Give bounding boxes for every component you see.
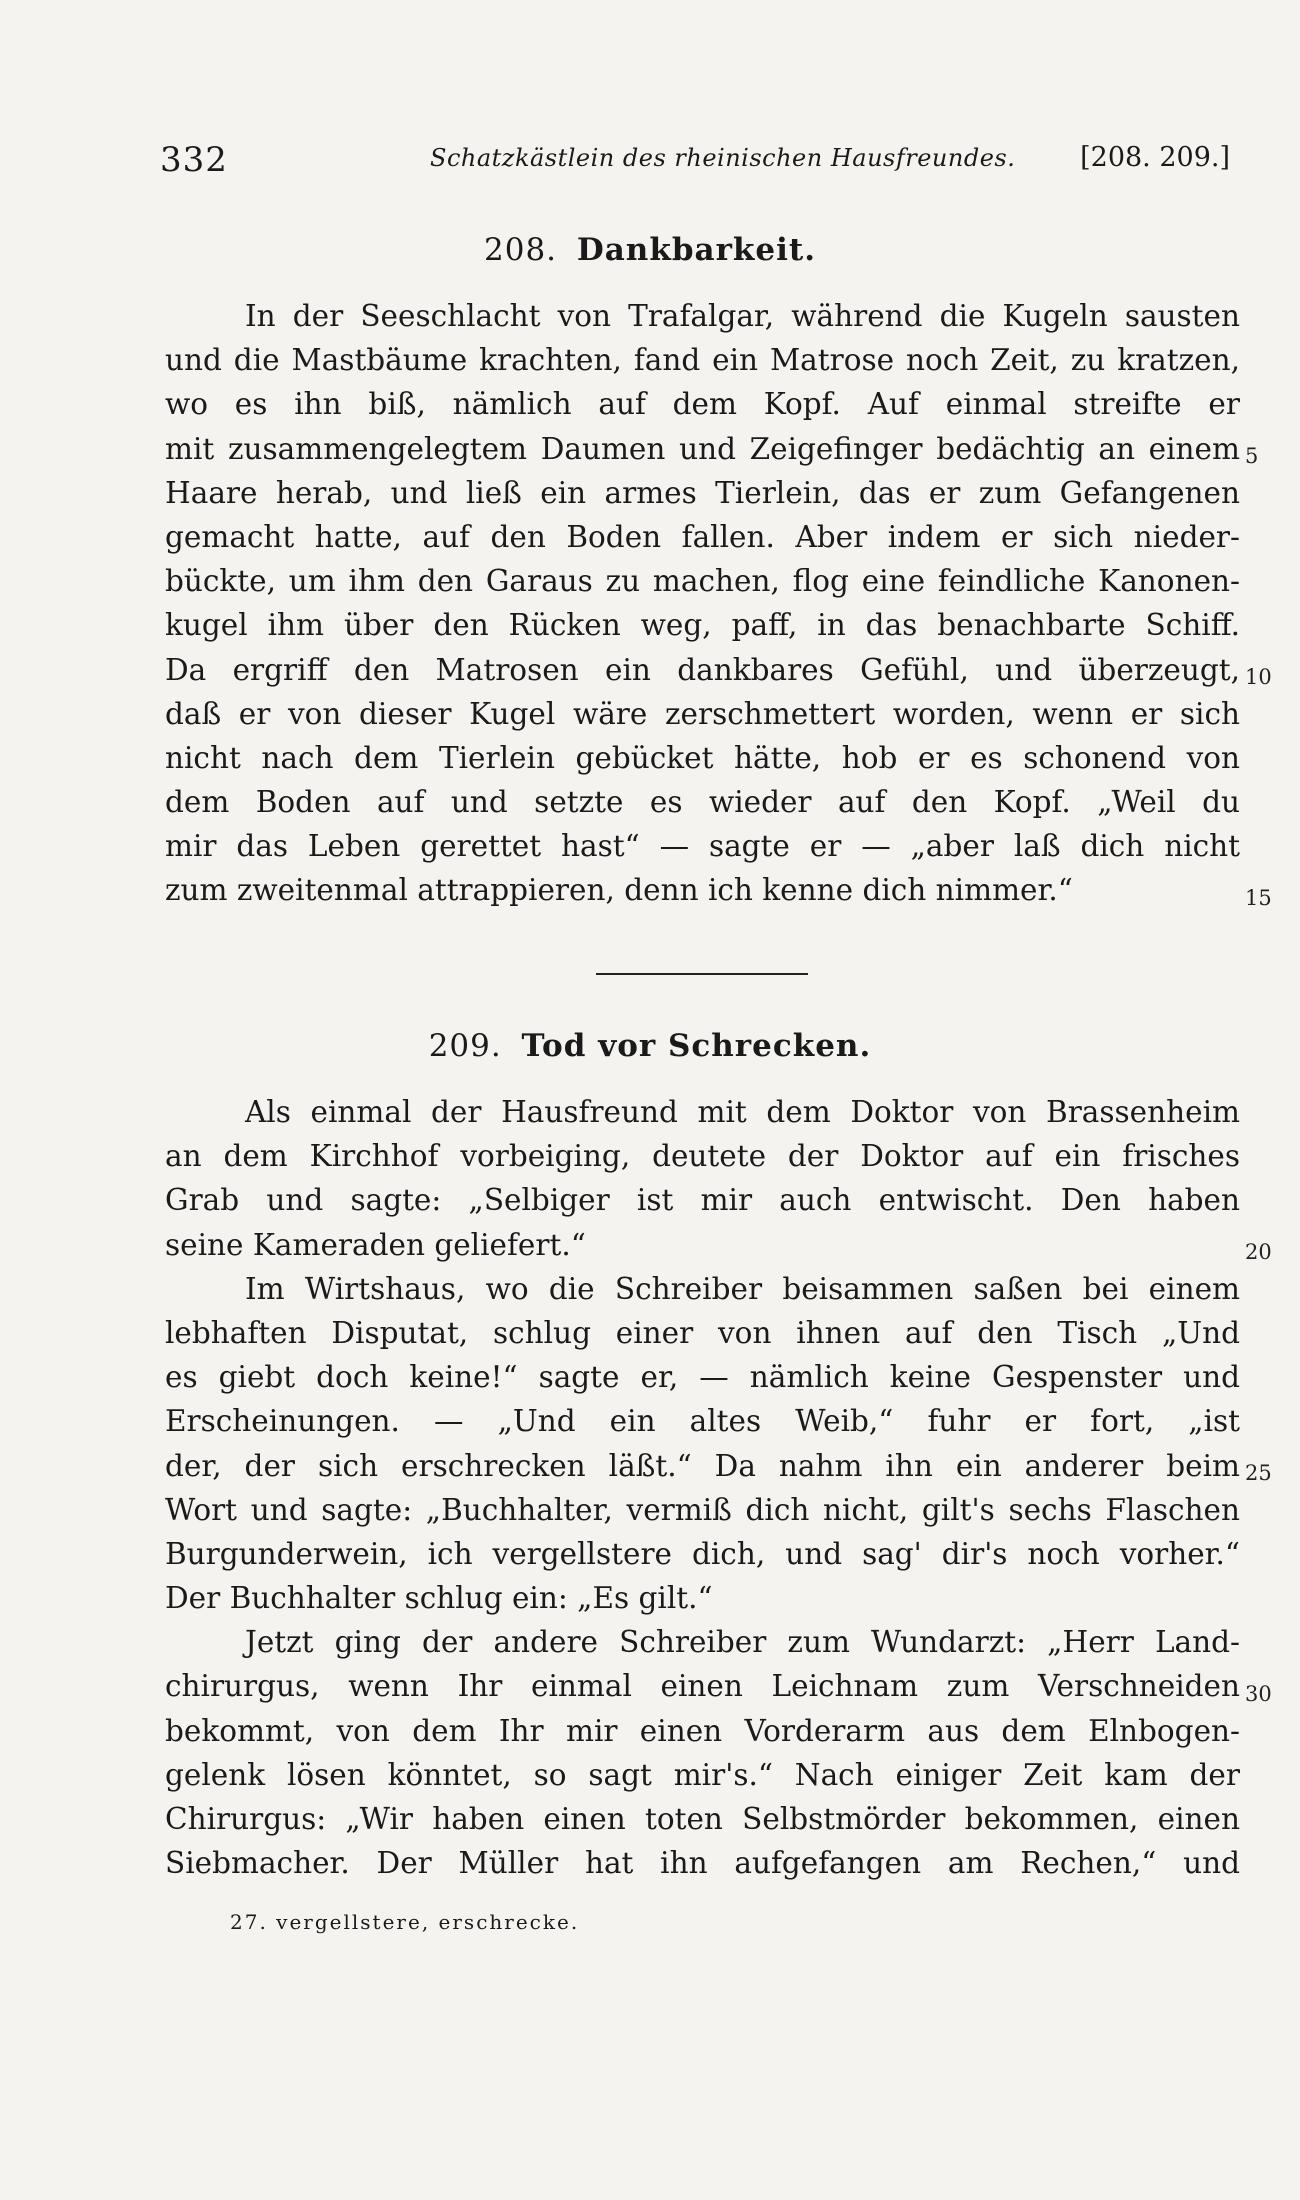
text-line: daß er von dieser Kugel wäre zerschmettert worden, wenn er sich (165, 696, 1240, 731)
footnote: 27. vergellstere, erschrecke. (230, 1910, 580, 1934)
text-line: Siebmacher. Der Müller hat ihn aufgefangen am Rechen,“ und (165, 1846, 1240, 1881)
text-line: bekommt, von dem Ihr mir einen Vorderarm aus dem Elnbogen- (165, 1713, 1240, 1748)
text-line: Wort und sagte: „Buchhalter, vermiß dich nicht, gilt's sechs Flaschen (165, 1492, 1240, 1527)
line-number: 25 (1245, 1461, 1272, 1485)
text-line: Chirurgus: „Wir haben einen toten Selbstmörder bekommen, einen (165, 1802, 1240, 1836)
section-reference: [208. 209.] (1080, 142, 1230, 173)
text-line: Im Wirtshaus, wo die Schreiber beisammen saßen bei einem (245, 1271, 1240, 1306)
text-line: und die Mastbäume krachten, fand ein Matrose noch Zeit, zu kratzen, (165, 343, 1240, 378)
running-title: Schatzkästlein des rheinischen Hausfreundes. (430, 144, 1016, 172)
line-number: 15 (1245, 886, 1272, 910)
text-line: mir das Leben gerettet hast“ — sagte er — „aber laß dich nicht (165, 829, 1240, 864)
text-line: Grab und sagte: „Selbiger ist mir auch entwischt. Den haben (165, 1183, 1240, 1218)
section-209-heading (0, 1028, 1300, 1064)
text-line: kugel ihm über den Rücken weg, paff, in das benachbarte Schiff. (165, 608, 1240, 643)
text-line: Der Buchhalter schlug ein: „Es gilt.“ (165, 1581, 713, 1616)
line-number: 30 (1245, 1682, 1272, 1706)
text-line: zum zweitenmal attrappieren, denn ich kenne dich nimmer.“ (165, 873, 1073, 908)
section-208-heading (0, 232, 1300, 268)
section-208-title: Dankbarkeit. (576, 232, 816, 268)
text-line: Burgunderwein, ich vergellstere dich, und sag' dir's noch vorher.“ (165, 1536, 1240, 1571)
text-line: gelenk lösen könntet, so sagt mir's.“ Nach einiger Zeit kam der (165, 1757, 1240, 1792)
line-number: 20 (1245, 1240, 1272, 1264)
text-line: an dem Kirchhof vorbeiging, deutete der Doktor auf ein frisches (165, 1139, 1240, 1174)
line-number: 10 (1245, 665, 1272, 689)
line-number: 5 (1245, 444, 1259, 468)
section-209-title: Tod vor Schrecken. (521, 1028, 872, 1064)
text-line: der, der sich erschrecken läßt.“ Da nahm ihn ein anderer beim (165, 1448, 1240, 1483)
text-line: chirurgus, wenn Ihr einmal einen Leichnam zum Verschneiden (165, 1669, 1240, 1704)
text-line: es giebt doch keine!“ sagte er, — nämlich keine Gespenster und (165, 1360, 1240, 1395)
text-line: gemacht hatte, auf den Boden fallen. Aber indem er sich nieder- (165, 519, 1240, 554)
text-line: Da ergriff den Matrosen ein dankbares Gefühl, und überzeugt, (165, 652, 1240, 687)
section-208-body (165, 294, 1240, 913)
text-line: Als einmal der Hausfreund mit dem Doktor von Brassenheim (245, 1095, 1240, 1129)
text-line: Jetzt ging der andere Schreiber zum Wundarzt: „Herr Land- (245, 1625, 1240, 1660)
section-209-body (165, 1090, 1240, 1885)
text-line: mit zusammengelegtem Daumen und Zeigefinger bedächtig an einem (165, 431, 1240, 466)
section-209-number: 209. (428, 1028, 502, 1064)
section-divider (596, 973, 808, 975)
text-line: In der Seeschlacht von Trafalgar, während die Kugeln sausten (245, 299, 1240, 333)
text-line: Haare herab, und ließ ein armes Tierlein, das er zum Gefangenen (165, 475, 1240, 510)
text-line: bückte, um ihm den Garaus zu machen, flog eine feindliche Kanonen- (165, 564, 1240, 599)
page-header (160, 140, 1240, 180)
page-number: 332 (160, 140, 228, 180)
text-line: seine Kameraden geliefert.“ (165, 1227, 586, 1262)
text-line: lebhaften Disputat, schlug einer von ihnen auf den Tisch „Und (165, 1315, 1240, 1350)
text-line: nicht nach dem Tierlein gebücket hätte, hob er es schonend von (165, 740, 1240, 775)
text-line: wo es ihn biß, nämlich auf dem Kopf. Auf einmal streifte er (165, 387, 1240, 422)
text-line: Erscheinungen. — „Und ein altes Weib,“ fuhr er fort, „ist (165, 1404, 1240, 1439)
text-line: dem Boden auf und setzte es wieder auf den Kopf. „Weil du (165, 785, 1240, 820)
section-208-number: 208. (484, 232, 558, 268)
